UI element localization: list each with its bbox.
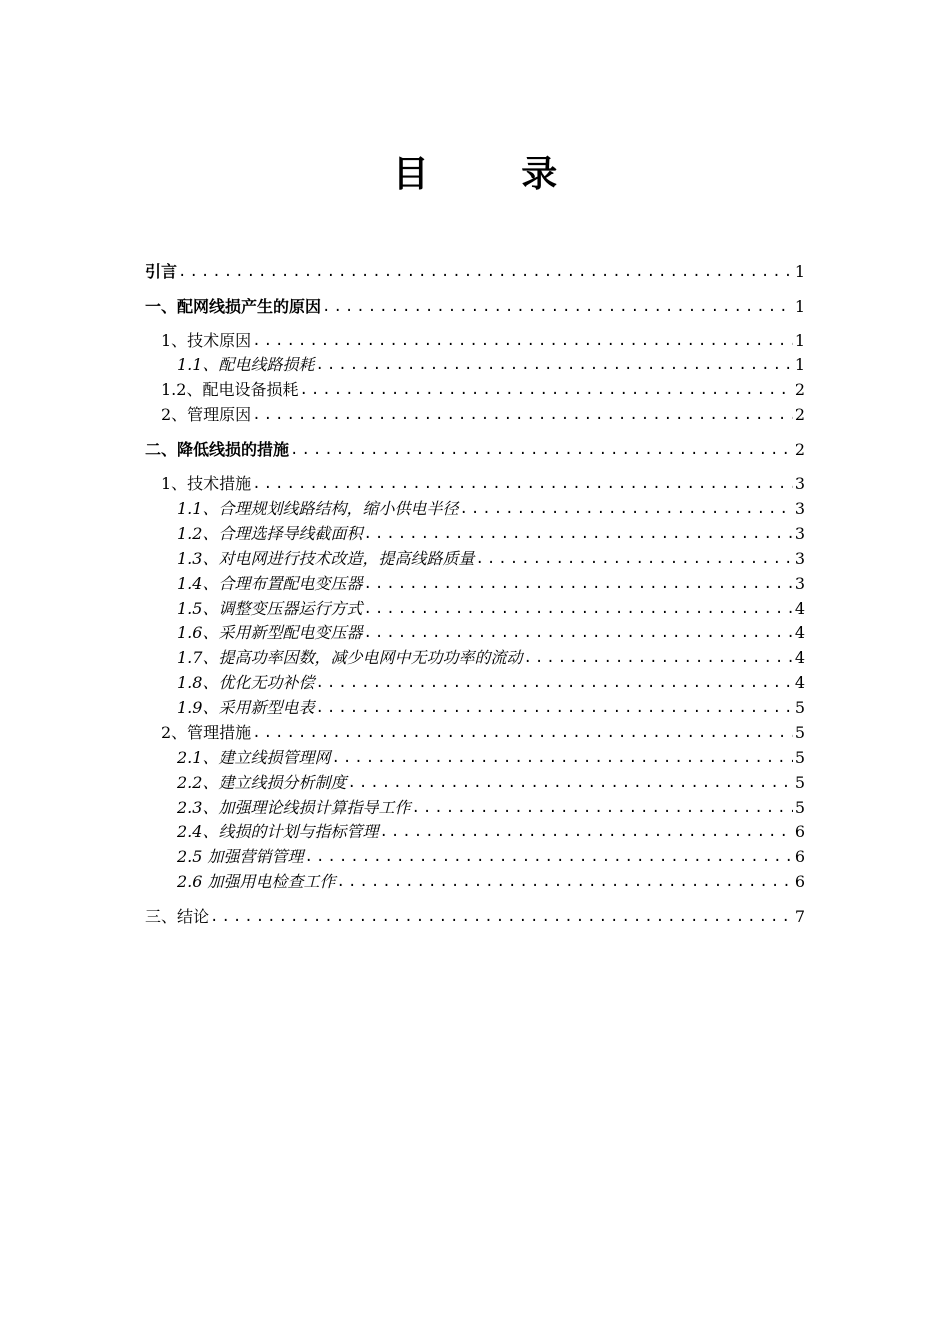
page-title: 目 录 (392, 154, 598, 195)
toc-entry-2-1-9[interactable] (145, 695, 805, 719)
toc-page-number: 2 (794, 405, 805, 424)
toc-entry-2-2-6[interactable] (145, 869, 805, 893)
toc-entry-label: 2、管理措施 (161, 723, 252, 742)
dot-leader (337, 871, 793, 893)
dot-leader (252, 722, 793, 744)
toc-page-number: 7 (794, 907, 805, 926)
dot-leader (347, 772, 792, 794)
toc-page-number: 5 (794, 773, 805, 792)
dot-leader (322, 296, 793, 318)
toc-entry-label: 1.2、配电设备损耗 (161, 380, 299, 399)
toc-entry-label: 三、结论 (145, 907, 210, 926)
toc-entry-2-2-1[interactable] (145, 745, 805, 769)
toc-entry-label: 2.5 加强营销管理 (177, 847, 304, 866)
toc-entry-2-1-4[interactable] (145, 571, 805, 595)
toc-entry-chapter-3[interactable] (145, 904, 805, 928)
toc-entry-2-2[interactable] (145, 720, 805, 744)
toc-page-number: 6 (794, 847, 805, 866)
toc-page-number: 4 (794, 648, 805, 667)
dot-leader (305, 846, 793, 868)
toc-entry-label: 2.1、建立线损管理网 (177, 748, 331, 767)
toc-entry-label: 1.4、合理布置配电变压器 (177, 574, 363, 593)
toc-entry-2-2-2[interactable] (145, 770, 805, 794)
toc-entry-label: 2.3、加强理论线损计算指导工作 (177, 798, 411, 817)
dot-leader (252, 473, 793, 495)
toc-entry-label: 2.6 加强用电检查工作 (177, 872, 336, 891)
toc-page-number: 3 (794, 524, 805, 543)
toc-entry-2-2-4[interactable] (145, 819, 805, 843)
dot-leader (252, 404, 793, 426)
dot-leader (331, 747, 792, 769)
toc-entry-2-1[interactable] (145, 471, 805, 495)
toc-page-number: 1 (794, 262, 805, 281)
toc-entry-label: 2、管理原因 (161, 405, 252, 424)
toc-page-number: 5 (794, 723, 805, 742)
toc-entry-2-1-5[interactable] (145, 596, 805, 620)
dot-leader (315, 354, 792, 376)
toc-page-number: 4 (794, 599, 805, 618)
toc-entry-2-1-8[interactable] (145, 670, 805, 694)
dot-leader (363, 598, 792, 620)
dot-leader (290, 439, 793, 461)
toc-page-number: 3 (794, 474, 805, 493)
toc-page-number: 5 (794, 798, 805, 817)
dot-leader (523, 647, 792, 669)
dot-leader (411, 797, 792, 819)
toc-entry-2-1-6[interactable] (145, 620, 805, 644)
toc-entry-2-2-5[interactable] (145, 844, 805, 868)
toc-entry-label: 一、配网线损产生的原因 (145, 297, 322, 316)
toc-page-number: 3 (794, 574, 805, 593)
toc-entry-1-2[interactable] (145, 402, 805, 426)
toc-page-number: 4 (794, 673, 805, 692)
toc-entry-1-1-1[interactable] (145, 352, 805, 376)
toc-entry-1-1[interactable] (145, 328, 805, 352)
toc-entry-label: 2.4、线损的计划与指标管理 (177, 822, 379, 841)
dot-leader (363, 523, 792, 545)
toc-entry-label: 1.9、采用新型电表 (177, 698, 315, 717)
toc-entry-1-1-2[interactable] (145, 377, 805, 401)
toc-entry-chapter-2[interactable] (145, 437, 805, 461)
toc-page-number: 5 (794, 698, 805, 717)
toc-entry-label: 2.2、建立线损分析制度 (177, 773, 347, 792)
toc-entry-label: 1.8、优化无功补偿 (177, 673, 315, 692)
toc-page-number: 6 (794, 822, 805, 841)
toc-page-number: 1 (794, 355, 805, 374)
dot-leader (459, 498, 792, 520)
dot-leader (475, 548, 792, 570)
toc-entry-2-1-7[interactable] (145, 645, 805, 669)
toc-page-number: 2 (794, 380, 805, 399)
dot-leader (178, 261, 793, 283)
toc-entry-label: 1.2、合理选择导线截面积 (177, 524, 363, 543)
toc-entry-intro[interactable] (145, 259, 805, 283)
dot-leader (363, 622, 792, 644)
toc-entry-label: 1.6、采用新型配电变压器 (177, 623, 363, 642)
toc-page-number: 2 (794, 440, 805, 459)
toc-entry-label: 二、降低线损的措施 (145, 440, 290, 459)
toc-entry-label: 1.7、提高功率因数，减少电网中无功功率的流动 (177, 648, 523, 667)
dot-leader (363, 573, 792, 595)
dot-leader (379, 821, 792, 843)
toc-page-number: 1 (794, 297, 805, 316)
toc-page-number: 5 (794, 748, 805, 767)
toc-entry-label: 1.1、合理规划线路结构，缩小供电半径 (177, 499, 459, 518)
toc-page-number: 4 (794, 623, 805, 642)
dot-leader (315, 697, 792, 719)
toc-entry-2-2-3[interactable] (145, 795, 805, 819)
dot-leader (210, 906, 793, 928)
toc-entry-2-1-3[interactable] (145, 546, 805, 570)
toc-entry-label: 引言 (145, 262, 178, 281)
dot-leader (299, 379, 792, 401)
toc-entry-chapter-1[interactable] (145, 294, 805, 318)
dot-leader (315, 672, 792, 694)
toc-entry-label: 1、技术原因 (161, 331, 252, 350)
toc-entry-label: 1.1、配电线路损耗 (177, 355, 315, 374)
toc-entry-2-1-1[interactable] (145, 496, 805, 520)
dot-leader (252, 330, 793, 352)
toc-page-number: 3 (794, 499, 805, 518)
toc-page-number: 1 (794, 331, 805, 350)
toc-entry-label: 1、技术措施 (161, 474, 252, 493)
toc-entry-2-1-2[interactable] (145, 521, 805, 545)
toc-entry-label: 1.3、对电网进行技术改造，提高线路质量 (177, 549, 475, 568)
toc-page-number: 6 (794, 872, 805, 891)
toc-page-number: 3 (794, 549, 805, 568)
toc-entry-label: 1.5、调整变压器运行方式 (177, 599, 363, 618)
